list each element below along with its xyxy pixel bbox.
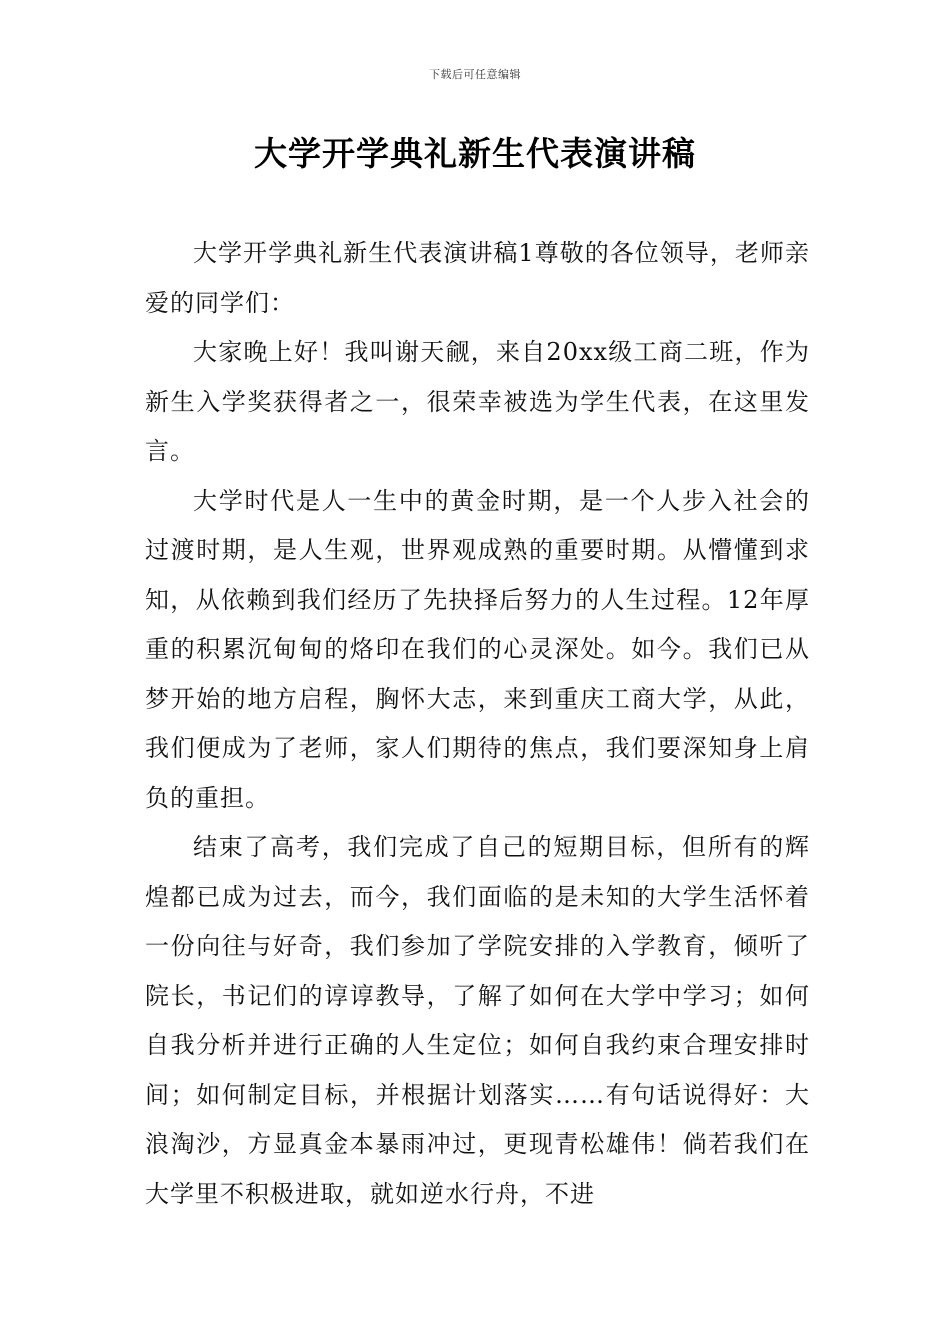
paragraph-introduction: 大家晚上好！我叫谢天觎，来自20xx级工商二班，作为新生入学奖获得者之一，很荣幸被选为学生代表，在这里发言。 <box>145 338 810 465</box>
paragraph-university-era: 大学时代是人一生中的黄金时期，是一个人步入社会的过渡时期，是人生观，世界观成熟的重要时期。从懵懂到求知，从依赖到我们经历了先抉择后努力的人生过程。12年厚重的积累沉甸甸的烙印在我们的心灵深处。如今。我们已从梦开始的地方启程，胸怀大志，来到重庆工商大学，从此，我们便成为了老师，家人们期待的焦点，我们要深知身上肩负的重担。 <box>145 486 810 812</box>
header-note: 下载后可任意编辑 <box>429 68 521 81</box>
paragraph-after-exam: 结束了高考，我们完成了自己的短期目标，但所有的辉煌都已成为过去，而今，我们面临的是未知的大学生活怀着一份向往与好奇，我们参加了学院安排的入学教育，倾听了院长，书记们的谆谆教导，了解了如何在大学中学习；如何自我分析并进行正确的人生定位；如何自我约束合理安排时间；如何制定目标，并根据计划落实……有句话说得好：大浪淘沙，方显真金本暴雨冲过，更现青松雄伟！倘若我们在大学里不积极进取，就如逆水行舟，不进 <box>145 833 810 1208</box>
document-title: 大学开学典礼新生代表演讲稿 <box>254 134 696 173</box>
document-body <box>145 229 810 1219</box>
paragraph-greeting: 大学开学典礼新生代表演讲稿1尊敬的各位领导，老师亲爱的同学们： <box>145 239 810 317</box>
